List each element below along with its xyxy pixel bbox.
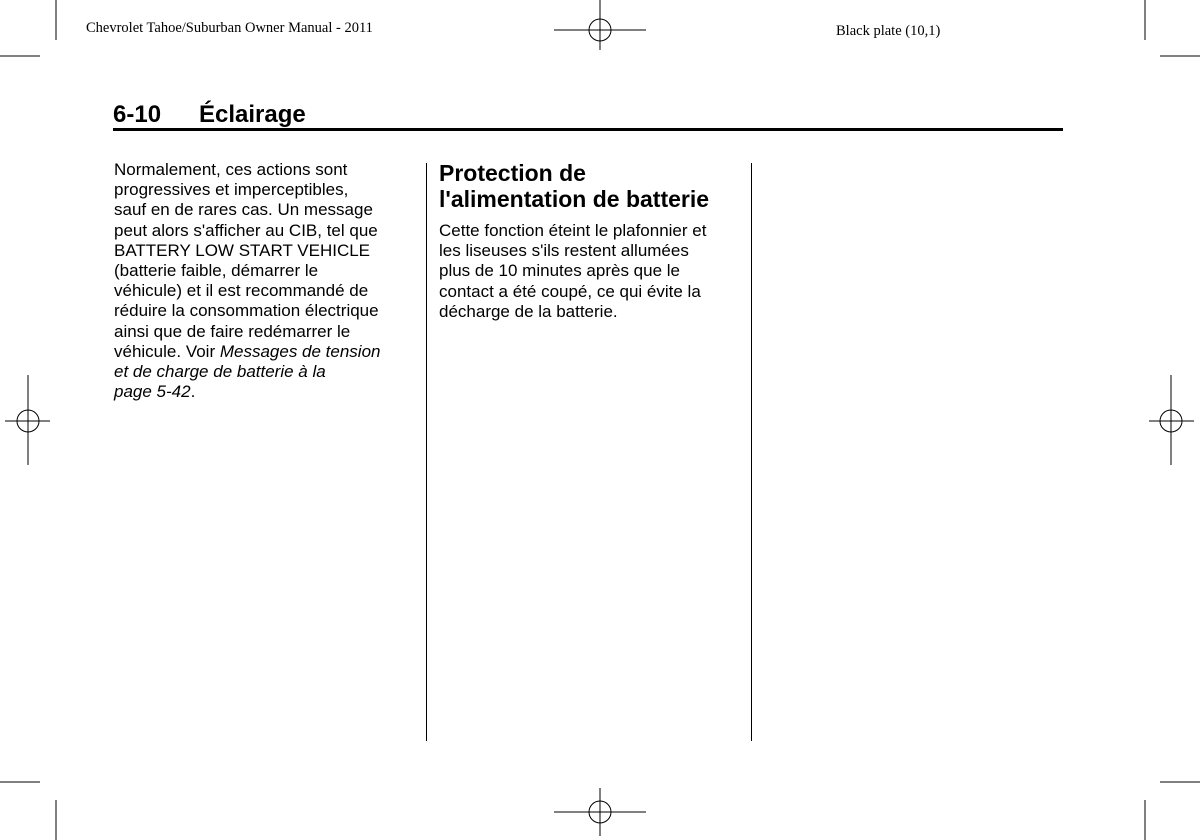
section-title: Éclairage	[199, 101, 306, 128]
manual-title: Chevrolet Tahoe/Suburban Owner Manual - 2011	[86, 20, 373, 36]
section-number: 6-10	[113, 101, 162, 128]
column1-paragraph	[114, 160, 414, 402]
column-divider-2	[751, 163, 752, 741]
plate-label: Black plate (10,1)	[836, 23, 941, 39]
cross-reference-link[interactable]: Messages de tension et de charge de batterie à la page 5-42	[114, 341, 381, 402]
column2-heading: Protection de l'alimentation de batterie	[439, 160, 710, 212]
column1-text: Normalement, ces actions sont progressives et imperceptibles, sauf en de rares cas. Un message peut alors s'afficher au CIB, tel que BATTERY LOW START VEHICLE (batterie faible, démarrer le véhicule) et il est recommandé de réduire la consommation électrique ainsi que de faire redémarrer le véhicule. Voir	[114, 160, 379, 361]
title-rule	[113, 128, 1063, 131]
column-divider-1	[426, 163, 427, 741]
column1-end: .	[190, 382, 196, 402]
column2-paragraph: Cette fonction éteint le plafonnier et les liseuses s'ils restent allumées plus de 10 minutes après que le contact a été coupé, ce qui évite la décharge de la batterie.	[439, 221, 707, 321]
